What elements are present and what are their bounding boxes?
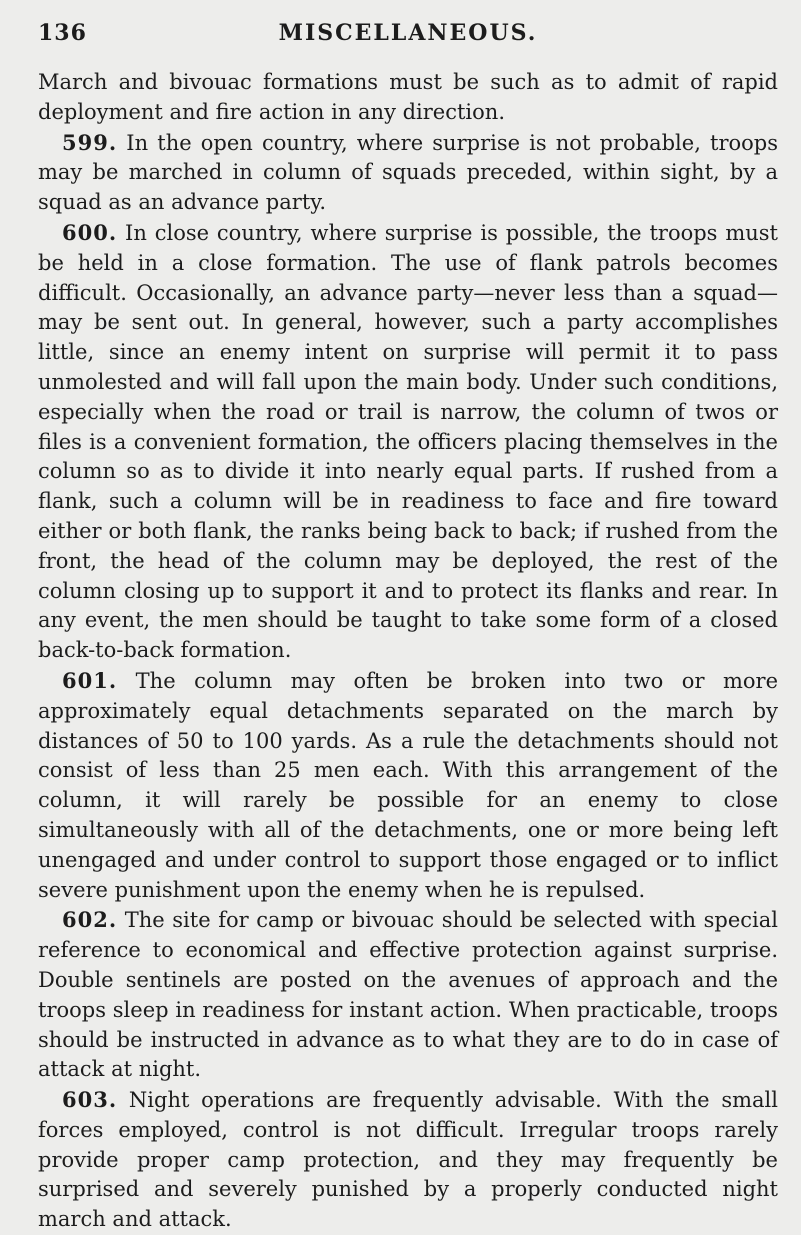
paragraph-599	[38, 128, 778, 218]
page-number: 136	[38, 20, 87, 46]
paragraph-text: March and bivouac formations must be such as to admit of rapid deployment and fire action in any direction.	[38, 70, 778, 124]
body-text	[38, 68, 778, 1235]
page-header	[38, 20, 778, 54]
paragraph-603	[38, 1085, 778, 1235]
paragraph-602	[38, 905, 778, 1085]
paragraph-number: 603.	[62, 1087, 118, 1113]
paragraph-text: The column may often be broken into two or more approximately equal detachments separated on the march by distances of 50 to 100 yards. As a rule the detachments should not consist of less than 25 men each. With this arrangement of the column, it will rarely be possible for an enemy to close simultaneously with all of the detachments, one or more being left unengaged and under control to support those engaged or to inflict severe punishment upon the enemy when he is repulsed.	[38, 668, 778, 902]
paragraph-number: 602.	[62, 907, 118, 933]
paragraph-text: Night operations are frequently advisable. With the small forces employed, control is not difficult. Irregular troops rarely provide proper camp protection, and they may frequently be surprised and severely punished by a properly conducted night march and attack.	[38, 1088, 778, 1232]
paragraph-text: The site for camp or bivouac should be selected with special reference to economical and effective protection against surprise. Double sentinels are posted on the avenues of approach and the troops sleep in readiness for instant action. When practicable, troops should be instructed in advance as to what they are to do in case of attack at night.	[38, 908, 778, 1082]
paragraph-continuation	[38, 68, 778, 128]
paragraph-number: 599.	[62, 129, 118, 155]
paragraph-601	[38, 666, 778, 905]
paragraph-text: In the open country, where surprise is not probable, troops may be marched in column of squads preceded, within sight, by a squad as an advance party.	[38, 130, 778, 215]
running-title: MISCELLANEOUS.	[278, 20, 538, 46]
paragraph-number: 600.	[62, 219, 118, 245]
paragraph-600	[38, 218, 778, 666]
paragraph-number: 601.	[62, 667, 118, 693]
paragraph-text: In close country, where surprise is possible, the troops must be held in a close formation. The use of flank patrols becomes difficult. Occasionally, an advance party—never less than a squad—may be sent out. In general, however, such a party accomplishes little, since an enemy intent on surprise will permit it to pass unmolested and will fall upon the main body. Under such conditions, especially when the road or trail is narrow, the column of twos or files is a convenient formation, the officers placing themselves in the column so as to divide it into nearly equal parts. If rushed from a flank, such a column will be in readiness to face and fire toward either or both flank, the ranks being back to back; if rushed from the front, the head of the column may be deployed, the rest of the column closing up to support it and to protect its flanks and rear. In any event, the men should be taught to take some form of a closed back-to-back formation.	[38, 220, 778, 663]
book-page	[38, 20, 778, 1235]
